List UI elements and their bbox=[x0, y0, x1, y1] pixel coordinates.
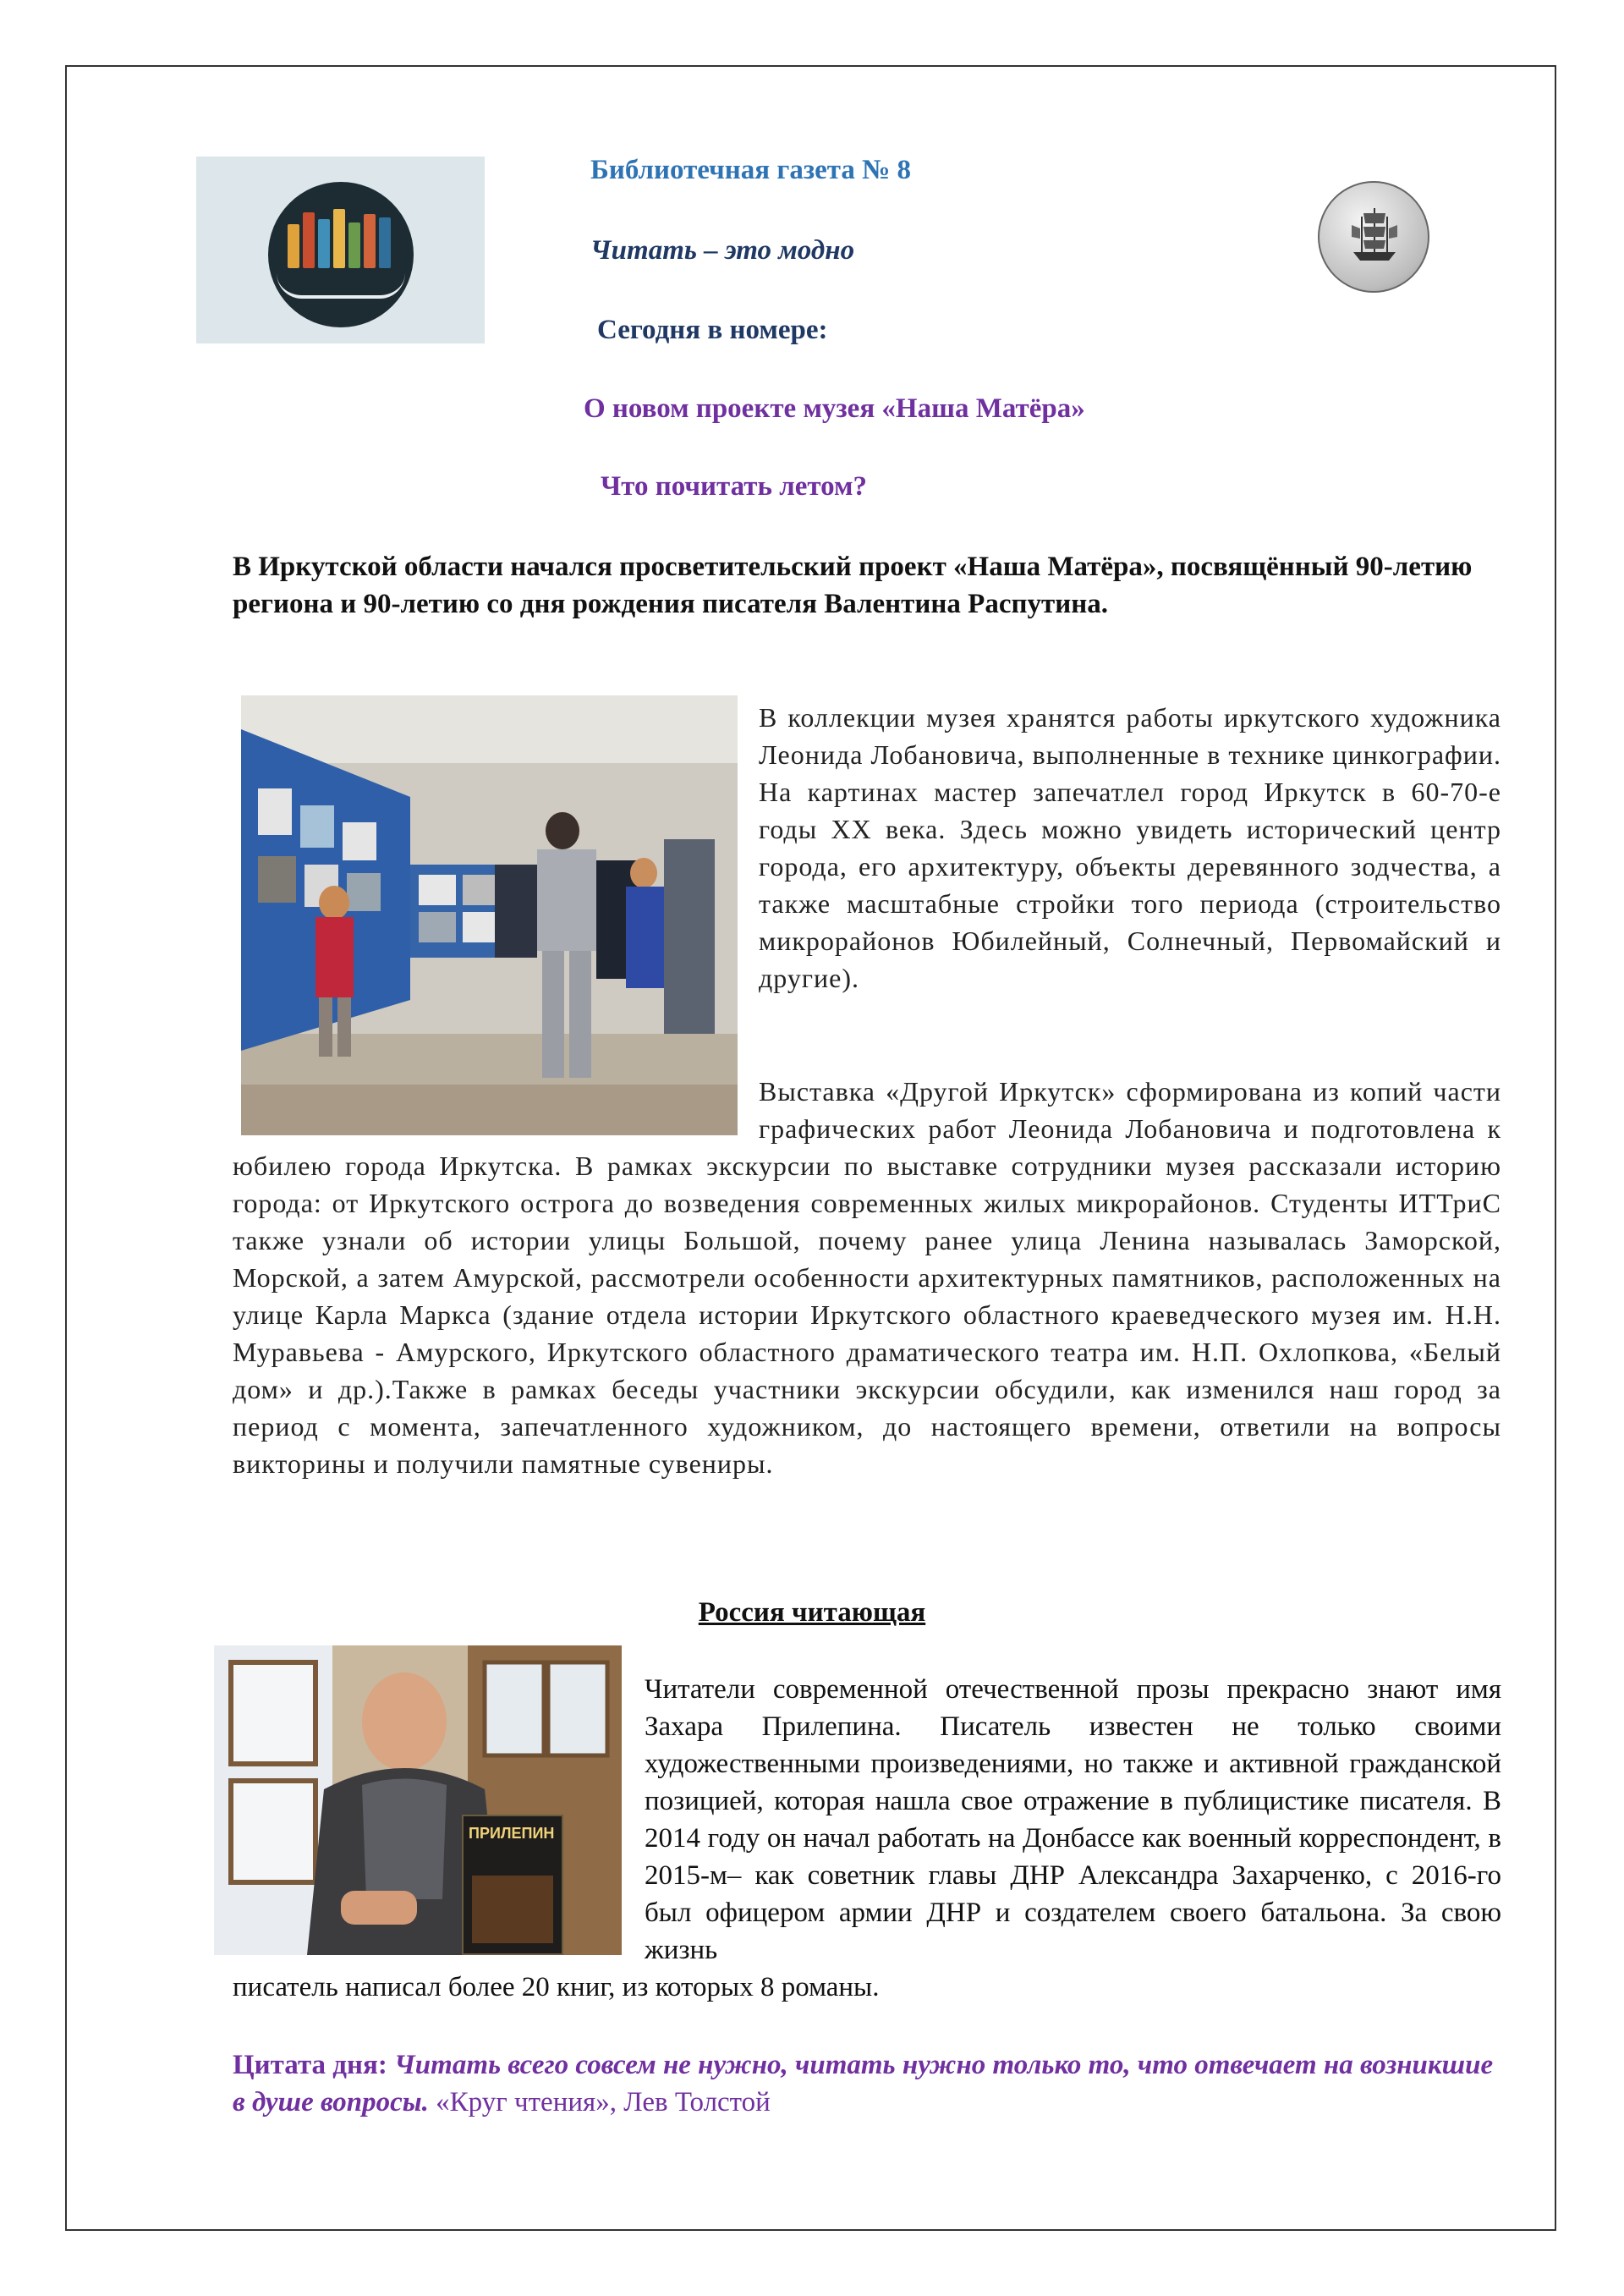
quote-label: Цитата дня: bbox=[233, 2050, 387, 2080]
article1-paragraph-text: Выставка «Другой Иркутск» сформирована из копий части графических работ Леонида Лобановича и подготовлена к юбилею города Иркутска. В рамках экскурсии по выставке сотрудники музея рассказали историю города: от Иркутского острога до возведения современных жилых микрорайонов. Студенты ИТТриС также узнали об истории улицы Большой, почему ранее улица Ленина называлась Заморской, Морской, а затем Амурской, рассмотрели особенности архитектурных памятников, расположенных на улице Карла Маркса (здание отдела истории Иркутского областного краеведческого музея им. Н.Н. Муравьева - Амурского, Иркутского областного драматического театра им. Н.П. Охлопкова, «Белый дом» и др.).Также в рамках беседы участники экскурсии обсудили, как изменился наш город за период с момента, запечатленного художником, до настоящего времени, ответили на вопросы викторины и получили памятные сувениры. bbox=[233, 1076, 1501, 1479]
writer-portrait-photo bbox=[214, 1645, 622, 1955]
article2-paragraph: писатель написал более 20 книг, из которых 8 романы. bbox=[233, 1972, 880, 2002]
ship-emblem-logo-icon bbox=[1318, 181, 1429, 293]
photo-wrap-spacer bbox=[233, 1073, 759, 1144]
exhibition-photo bbox=[241, 695, 738, 1135]
quote-of-the-day bbox=[233, 2046, 1501, 2121]
book-cover-art bbox=[472, 1876, 553, 1943]
open-book-icon bbox=[277, 273, 405, 299]
ship-icon bbox=[1345, 201, 1404, 269]
toc-item: Что почитать летом? bbox=[601, 471, 867, 502]
quote-source: «Круг чтения», Лев Толстой bbox=[436, 2087, 771, 2117]
slogan: Читать – это модно bbox=[590, 235, 855, 266]
book-cover-title: ПРИЛЕПИН bbox=[469, 1825, 555, 1842]
exhibition-photo-image bbox=[241, 695, 738, 1135]
article1-paragraph: В коллекции музея хранятся работы иркутского художника Леонида Лобановича, выполненные в технике цинкографии. На картинах мастер запечатлел город Иркутск в 60-70-е годы XX века. Здесь можно увидеть исторический центр города, его архитектуру, объекты деревянного зодчества, а также масштабные стройки того периода (строительство микрорайонов Юбилейный, Солнечный, Первомайский и другие). bbox=[759, 702, 1501, 993]
article2-paragraph: Читатели современной отечественной прозы прекрасно знают имя Захара Прилепина. Писатель известен не только своими художественными произведениями, но также и активной гражданской позицией, которая нашла свое отражение в публицистике писателя. В 2014 году он начал работать на Донбассе как военный корреспондент, в 2015-м– как советник главы ДНР Александра Захарченко, с 2016-го был офицером армии ДНР и создателем своего батальона. За свою жизнь bbox=[645, 1674, 1501, 1965]
logo-caption: I LIBERARY bbox=[307, 305, 374, 318]
article1-paragraph bbox=[233, 1073, 1501, 1482]
section-heading: Россия читающая bbox=[698, 1597, 926, 1628]
books-icon bbox=[288, 207, 396, 268]
today-label: Сегодня в номере: bbox=[597, 315, 828, 345]
library-logo bbox=[196, 157, 485, 343]
lead-paragraph: В Иркутской области начался просветительский проект «Наша Матёра», посвящённый 90-летию региона и 90-летию со дня рождения писателя Валентина Распутина. bbox=[233, 552, 1473, 619]
quote-text: Читать всего совсем не нужно, читать нужно только то, что отвечает на возникшие в душе вопросы. bbox=[233, 2050, 1494, 2117]
toc-item: О новом проекте музея «Наша Матёра» bbox=[584, 393, 1085, 424]
newspaper-title: Библиотечная газета № 8 bbox=[590, 155, 912, 185]
book-cover bbox=[462, 1815, 563, 1955]
